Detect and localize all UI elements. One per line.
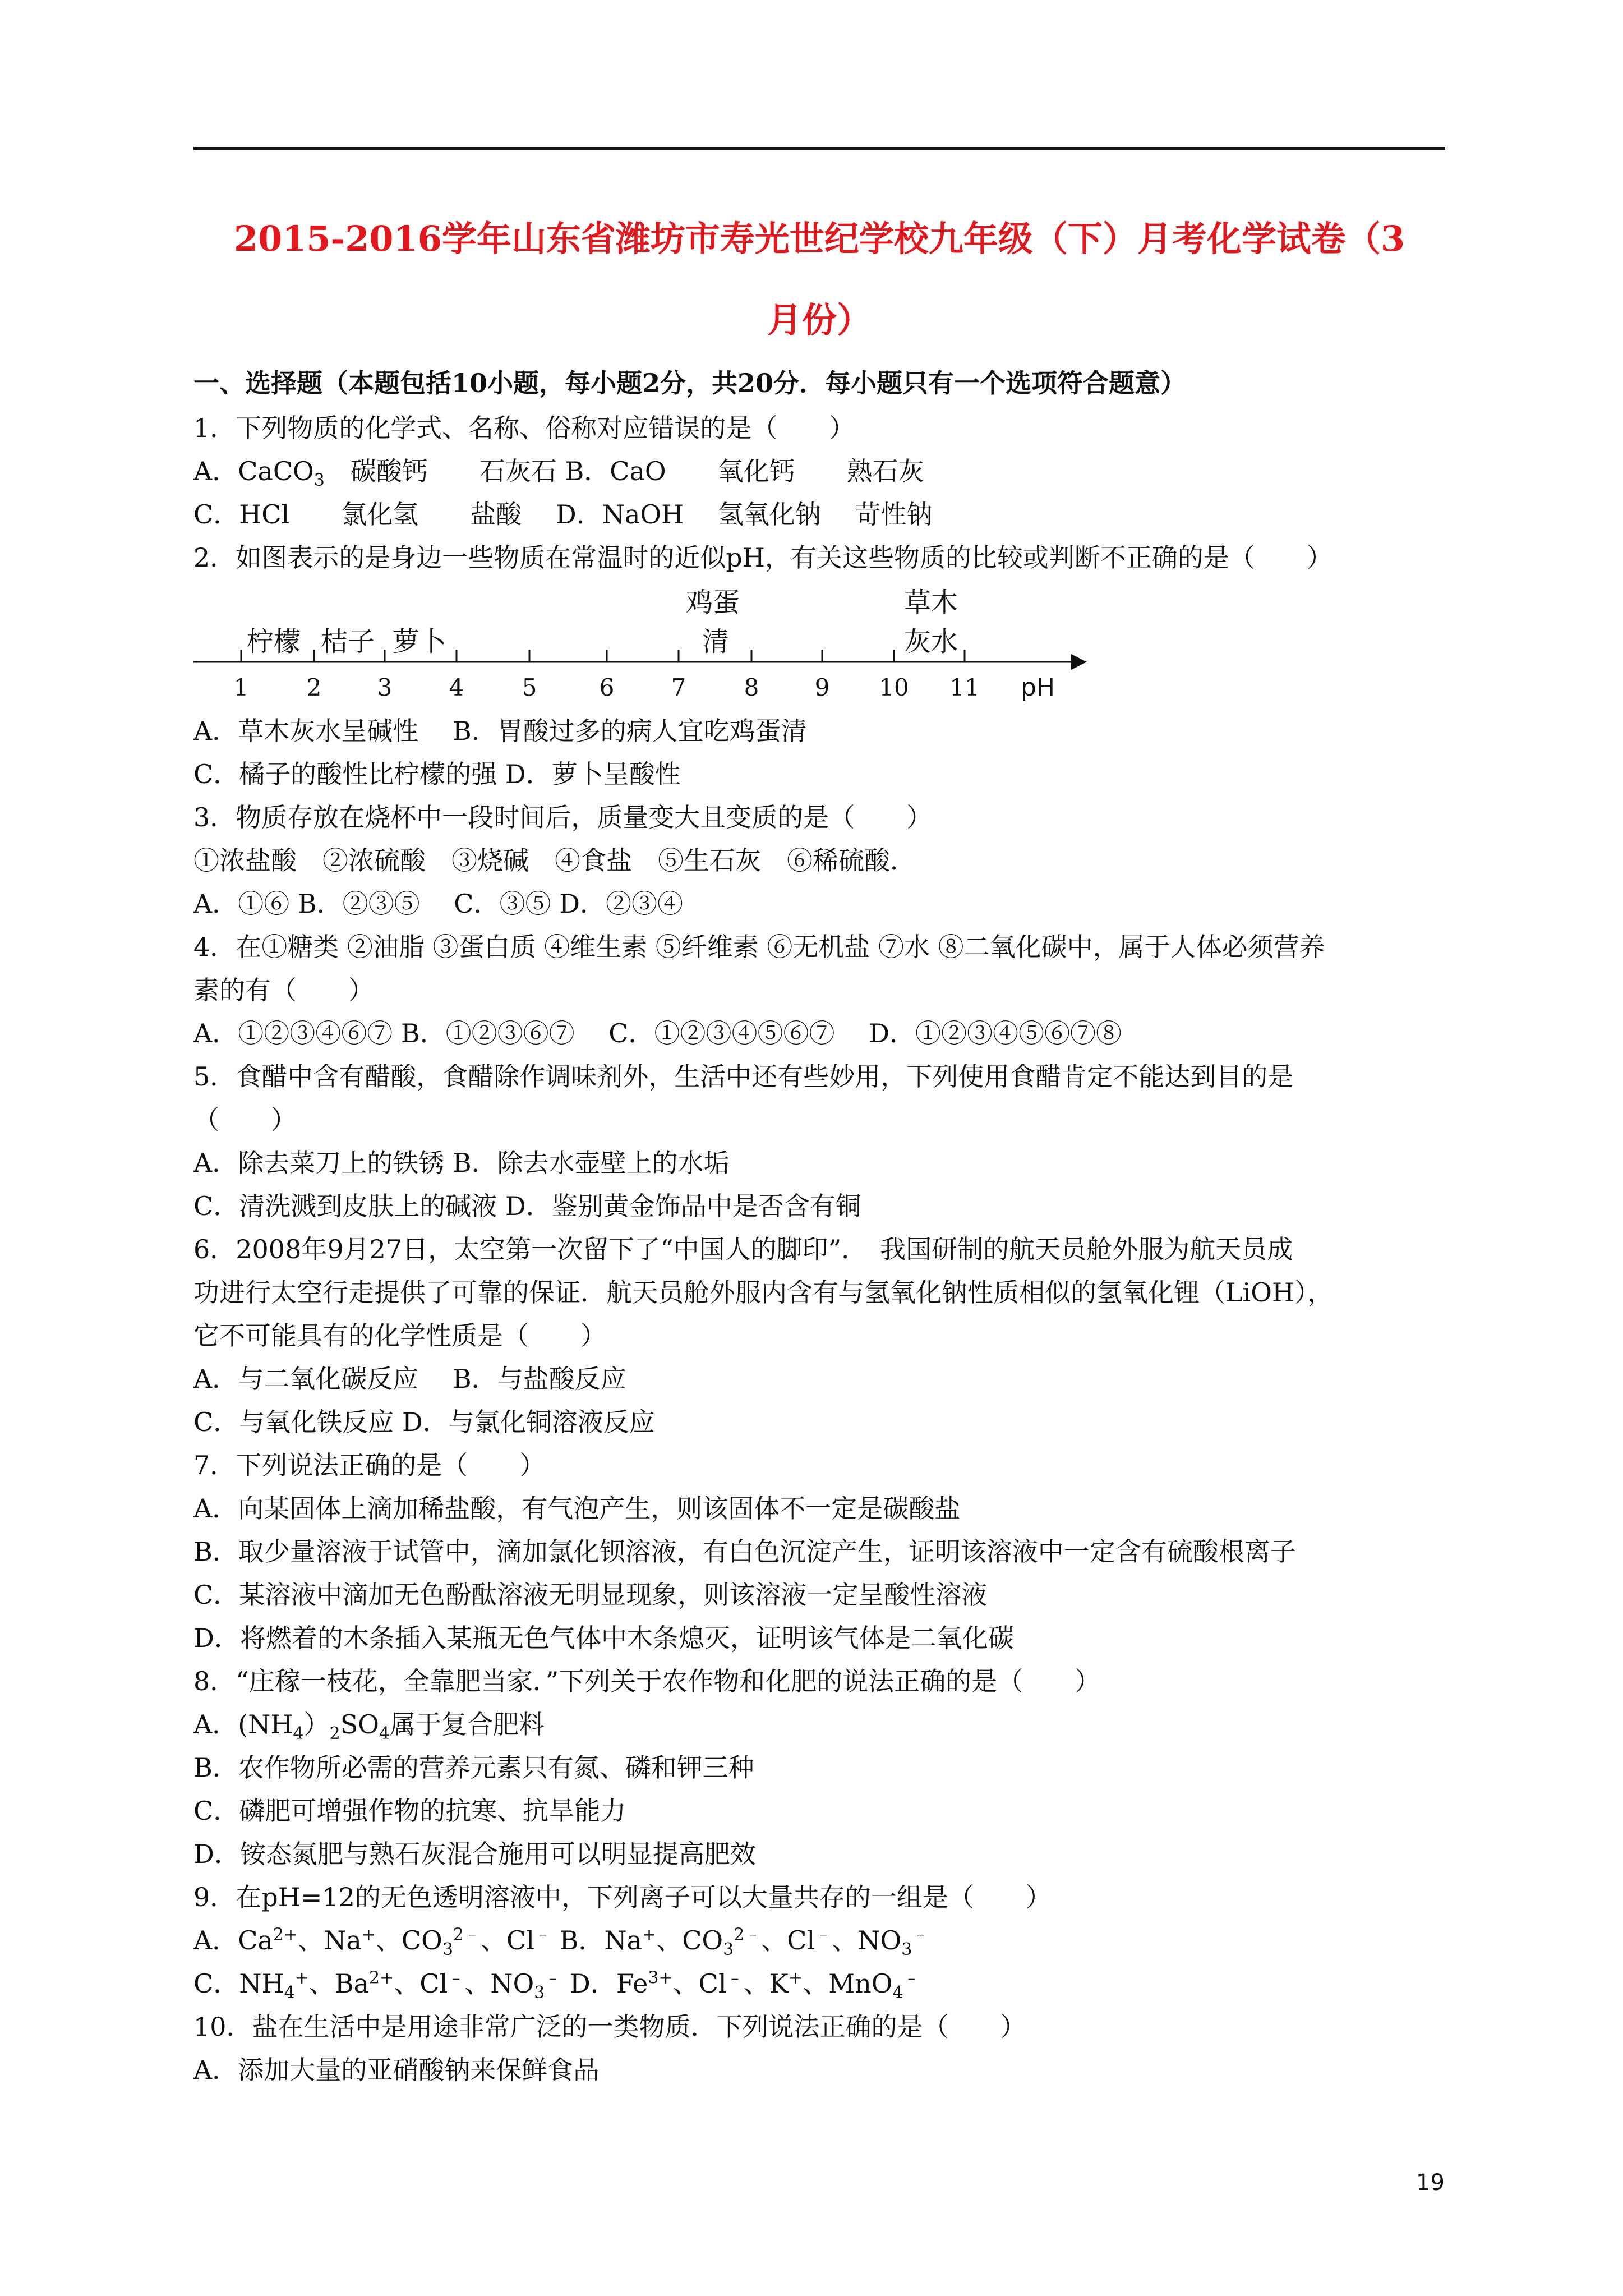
tick-7: 7 <box>671 674 686 701</box>
label-ash-water-2: 灰水 <box>904 626 958 657</box>
tick-8: 8 <box>744 674 759 701</box>
q7-option-a: A．向某固体上滴加稀盐酸，有气泡产生，则该固体不一定是碳酸盐 <box>193 1493 961 1524</box>
q6-options-row1: A．与二氧化碳反应 B．与盐酸反应 <box>193 1364 626 1394</box>
label-lemon: 柠檬 <box>247 626 301 657</box>
q9-options-row1: A．$Ca^{2+}$、Na+、$CO_3^{2﹣}$、Cl﹣ B．Na+、$CO_3^{2﹣}$、Cl﹣、$NO_3^﹣$ <box>193 1925 929 1960</box>
q8-option-b: B．农作物所必需的营养元素只有氮、磷和钾三种 <box>193 1752 754 1783</box>
q4-stem-line1: 4．在①糖类 ②油脂 ③蛋白质 ④维生素 ⑤纤维素 ⑥无机盐 ⑦水 ⑧二氧化碳中，属于人体必须营养 <box>193 932 1325 962</box>
label-egg-white-1: 鸡蛋 <box>686 587 740 618</box>
q7-option-b: B．取少量溶液于试管中，滴加氯化钡溶液，有白色沉淀产生，证明该溶液中一定含有硫酸根离子 <box>193 1536 1296 1567</box>
q5-stem-line1: 5．食醋中含有醋酸，食醋除作调味剂外，生活中还有些妙用，下列使用食醋肯定不能达到目的是 <box>193 1061 1294 1092</box>
q3-options: A．①⑥ B．②③⑤ C．③⑤ D．②③④ <box>193 889 683 919</box>
doc-title-line2: 月份） <box>767 300 872 341</box>
q9-options-row2: C．$NH_4^+$、$Ba^{2+}$、Cl﹣、$NO_3^﹣$ D．$Fe^{3+}$、Cl﹣、K+、MnO$_4$﹣ <box>193 1968 920 2003</box>
label-radish: 萝卜 <box>393 626 447 657</box>
q5-options-row1: A．除去菜刀上的铁锈 B．除去水壶壁上的水垢 <box>193 1148 730 1178</box>
q8-option-d: D．铵态氮肥与熟石灰混合施用可以明显提高肥效 <box>193 1839 756 1869</box>
tick-1: 1 <box>233 674 249 701</box>
q2-stem: 2．如图表示的是身边一些物质在常温时的近似pH，有关这些物质的比较或判断不正确的是（ ） <box>193 542 1332 573</box>
tick-3: 3 <box>377 674 393 701</box>
q4-options: A．①②③④⑥⑦ B．①②③⑥⑦ C．①②③④⑤⑥⑦ D．①②③④⑤⑥⑦⑧ <box>193 1018 1122 1048</box>
section-heading: 一、选择题（本题包括10小题，每小题2分，共20分．每小题只有一个选项符合题意） <box>193 368 1187 398</box>
q6-stem-line3: 它不可能具有的化学性质是（ ） <box>193 1320 606 1351</box>
q5-options-row2: C．清洗溅到皮肤上的碱液 D．鉴别黄金饰品中是否含有铜 <box>193 1191 861 1221</box>
q1-options-row1: A．CaCO$_3$ 碳酸钙 石灰石 B．CaO 氧化钙 熟石灰 <box>193 456 924 491</box>
tick-5: 5 <box>522 674 537 701</box>
q2-options-row2: C．橘子的酸性比柠檬的强 D．萝卜呈酸性 <box>193 759 681 789</box>
label-egg-white-2: 清 <box>702 626 730 657</box>
header-rule <box>193 147 1445 150</box>
q3-stem: 3．物质存放在烧杯中一段时间后，质量变大且变质的是（ ） <box>193 802 933 832</box>
tick-6: 6 <box>599 674 615 701</box>
q8-stem: 8．“庄稼一枝花，全靠肥当家．”下列关于农作物和化肥的说法正确的是（ ） <box>193 1666 1101 1696</box>
q2-options-row1: A．草木灰水呈碱性 B．胃酸过多的病人宜吃鸡蛋清 <box>193 716 807 746</box>
q9-stem: 9．在pH=12的无色透明溶液中，下列离子可以大量共存的一组是（ ） <box>193 1882 1052 1912</box>
q8-option-a: A．$(NH_4)_2SO_4$属于复合肥料 <box>193 1709 545 1744</box>
q8-option-c: C．磷肥可增强作物的抗寒、抗旱能力 <box>193 1796 626 1826</box>
label-orange: 桔子 <box>321 626 375 657</box>
q7-option-d: D．将燃着的木条插入某瓶无色气体中木条熄灭，证明该气体是二氧化碳 <box>193 1623 1014 1653</box>
q1-options-row2: C．HCl 氯化氢 盐酸 D．NaOH 氢氧化钠 苛性钠 <box>193 499 933 530</box>
tick-9: 9 <box>814 674 830 701</box>
q1-stem: 1．下列物质的化学式、名称、俗称对应错误的是（ ） <box>193 413 855 443</box>
q10-stem: 10．盐在生活中是用途非常广泛的一类物质．下列说法正确的是（ ） <box>193 2012 1026 2042</box>
tick-4: 4 <box>449 674 464 701</box>
q10-option-a: A．添加大量的亚硝酸钠来保鲜食品 <box>193 2055 600 2085</box>
q6-stem-line2: 功进行太空行走提供了可靠的保证．航天员舱外服内含有与氢氧化钠性质相似的氢氧化锂（LiOH）， <box>193 1277 1334 1308</box>
q6-options-row2: C．与氧化铁反应 D．与氯化铜溶液反应 <box>193 1407 655 1437</box>
tick-2: 2 <box>306 674 322 701</box>
q6-stem-line1: 6．2008年9月27日，太空第一次留下了“中国人的脚印”． 我国研制的航天员舱外服为航天员成 <box>193 1234 1293 1264</box>
ph-scale-figure <box>191 583 1110 712</box>
q5-stem-line2: （ ） <box>193 1105 297 1135</box>
ph-axis-arrow <box>1071 654 1087 670</box>
tick-10: 10 <box>879 674 909 701</box>
q7-option-c: C．某溶液中滴加无色酚酞溶液无明显现象，则该溶液一定呈酸性溶液 <box>193 1580 988 1610</box>
doc-title-line1: 2015-2016学年山东省潍坊市寿光世纪学校九年级（下）月考化学试卷（3 <box>234 218 1405 259</box>
label-ash-water-1: 草木 <box>904 587 958 618</box>
q3-items: ①浓盐酸 ②浓硫酸 ③烧碱 ④食盐 ⑤生石灰 ⑥稀硫酸． <box>193 845 916 876</box>
tick-11: 11 <box>949 674 980 701</box>
ph-axis-label: pH <box>1021 673 1055 702</box>
page-number: 19 <box>1416 2170 1445 2196</box>
q4-stem-line2: 素的有（ ） <box>193 975 374 1005</box>
q7-stem: 7．下列说法正确的是（ ） <box>193 1450 546 1480</box>
